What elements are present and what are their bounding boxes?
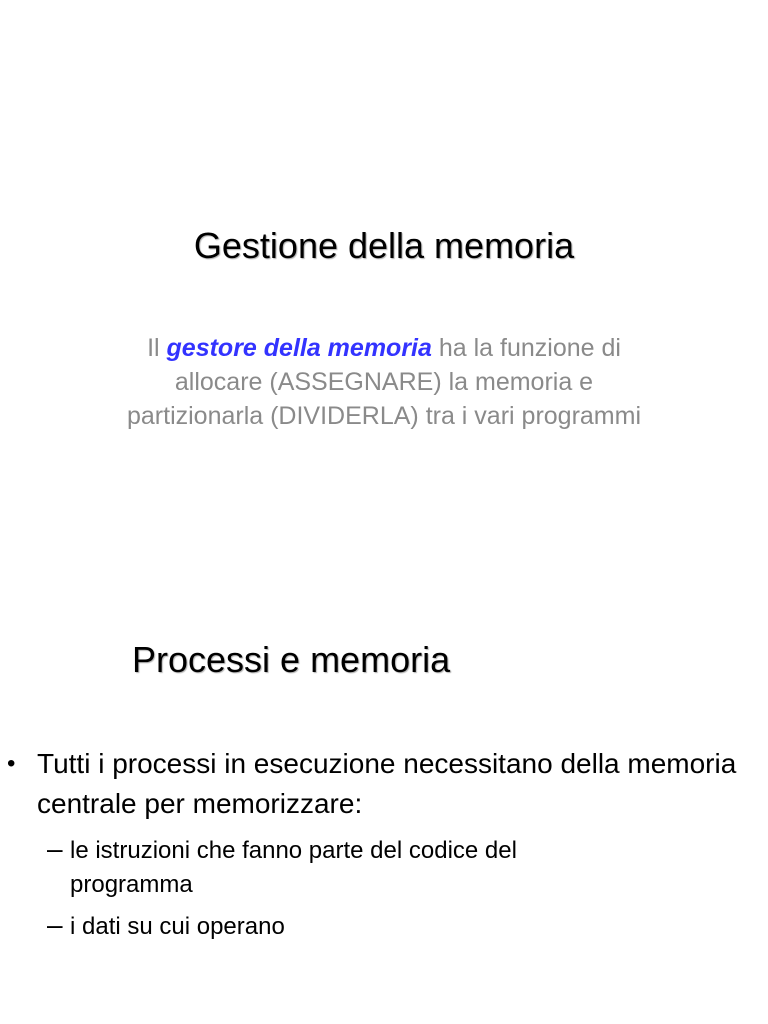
slide-title-processi-memoria: Processi e memoria (132, 639, 451, 680)
sub-bullet-text: le istruzioni che fanno parte del codice del programma (70, 837, 517, 898)
slide-title-gestione-memoria: Gestione della memoria (193, 225, 575, 266)
bullet-item (0, 744, 740, 944)
bullet-text: Tutti i processi in esecuzione necessitano della memoria centrale per memorizzare: (37, 748, 737, 819)
bullet-marker: • (7, 750, 16, 777)
sub-bullet-item (37, 910, 630, 944)
slide-subtitle (104, 331, 664, 433)
bullet-list (0, 744, 740, 952)
subtitle-highlight: gestore della memoria (166, 334, 432, 362)
sub-bullet-item (37, 834, 630, 902)
sub-bullet-list (37, 834, 740, 944)
subtitle-suffix: ha la funzione di allocare (ASSEGNARE) la memoria e partizionarla (DIVIDERLA) tra i vari programmi (126, 334, 642, 430)
sub-bullet-text: i dati su cui operano (70, 913, 285, 940)
sub-bullet-marker: – (47, 909, 63, 940)
sub-bullet-marker: – (47, 833, 63, 864)
subtitle-prefix: Il (147, 334, 167, 362)
